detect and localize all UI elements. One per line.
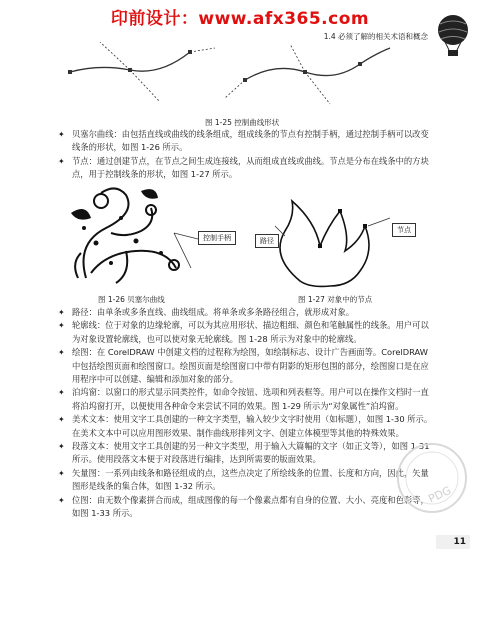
list-item: [58, 155, 436, 182]
control-handle-label: 控制手柄: [198, 231, 236, 245]
diamond-bullet-icon: ✦: [58, 495, 65, 505]
diamond-bullet-icon: ✦: [58, 415, 65, 425]
item-text: 轮廓线：位于对象的边缘轮廓，可以为其应用形状、描边粗细、颜色和笔触属性的线条。用户可以为对象设置轮廓线，也可以使对象无轮廓线。图 1-28 所示为对象中的轮廓线。: [72, 320, 429, 344]
list-item: [58, 306, 436, 319]
diamond-bullet-icon: ✦: [58, 468, 65, 478]
text-block-2: [58, 306, 436, 521]
list-item: [58, 386, 436, 413]
item-text: 节点：通过创建节点，在节点之间生成连接线，从而组成直线或曲线。节点是分布在线条中的方块点，用于控制线条的形状，如图 1-27 所示。: [72, 155, 429, 180]
diamond-bullet-icon: ✦: [58, 388, 65, 398]
figure-1-25-caption: 图 1-25 控制曲线形状: [205, 118, 280, 127]
node-label: 节点: [392, 223, 416, 237]
right-curve: [225, 44, 390, 104]
item-text: 段落文本：使用文字工具创建的另一种文字类型，用于输入大篇幅的文字（如正文等），如图 1-31 所示。使用段落文本便于对段落进行编排，达到所需要的版面效果。: [72, 441, 430, 465]
item-text: 绘图：在 CorelDRAW 中创建文档的过程称为绘图，如绘制标志、设计广告画面等。CorelDRAW 中包括绘图页面和绘图窗口。绘图页面是绘图窗口中带有阴影的矩形包围的部分，绘图窗口是在应用程序中可以创建、编辑和添加对象的部分。: [72, 347, 429, 385]
item-text: 位图：由无数个像素拼合而成，组成图像的每一个像素点都有自身的位置、大小、亮度和色彩等，如图 1-33 所示。: [72, 494, 429, 519]
page-number: 11: [436, 535, 470, 549]
banner-text: 印前设计：www.afx365.com: [110, 9, 370, 29]
site-banner: [0, 4, 480, 29]
list-item: [58, 346, 436, 386]
list-item: [58, 128, 436, 155]
list-item: [58, 494, 436, 521]
diamond-bullet-icon: ✦: [58, 130, 65, 139]
diamond-bullet-icon: ✦: [58, 308, 65, 317]
path-label: 路径: [255, 234, 279, 248]
diamond-bullet-icon: ✦: [58, 442, 65, 452]
figure-1-26-swirl-ornament: [66, 183, 216, 291]
balloon-logo-icon: [436, 14, 470, 58]
list-item: [58, 440, 436, 467]
item-text: 路径：由单条或多条直线、曲线组成。将单条或多条路径组合，就形成对象。: [72, 307, 355, 317]
left-curve: [70, 42, 215, 102]
figure-1-25-curve-diagram: [60, 42, 400, 106]
diamond-bullet-icon: ✦: [58, 348, 65, 358]
item-text: 美术文本：使用文字工具创建的一种文字类型，输入较少文字时使用（如标题），如图 1-30 所示。在美术文本中可以应用图形效果、制作曲线形排列文字、创建立体模型等其他的特殊效果。: [72, 414, 433, 438]
figure-1-27-caption: 图 1-27 对象中的节点: [298, 295, 373, 304]
item-text: 贝塞尔曲线：由包括直线或曲线的线条组成，组成线条的节点有控制手柄，通过控制手柄可以改变线条的形状，如图 1-26 所示。: [72, 129, 429, 153]
text-block-1: [58, 128, 436, 182]
watermark-text: PDG: [426, 483, 454, 506]
item-text: 泊坞窗：以窗口的形式显示同类控件，如命令按钮、选项和列表框等。用户可以在操作文档时一直将泊坞窗打开，以便使用各种命令来尝试不同的效果。图 1-29 所示为“对象属性”泊坞窗。: [72, 387, 429, 411]
item-text: 矢量图：一系列由线条和路径组成的点，这些点决定了所绘线条的位置、长度和方向，因此，矢量图形是线条的集合体，如图 1-32 所示。: [72, 467, 429, 492]
section-title: 1.4 必须了解的相关术语和概念: [323, 32, 428, 41]
list-item: [58, 467, 436, 494]
list-item: [58, 413, 436, 440]
diamond-bullet-icon: ✦: [58, 321, 65, 331]
pdg-watermark-icon: [392, 438, 472, 518]
figure-1-26-caption: 图 1-26 贝塞尔曲线: [98, 295, 165, 304]
diamond-bullet-icon: ✦: [58, 156, 65, 166]
list-item: [58, 319, 436, 346]
